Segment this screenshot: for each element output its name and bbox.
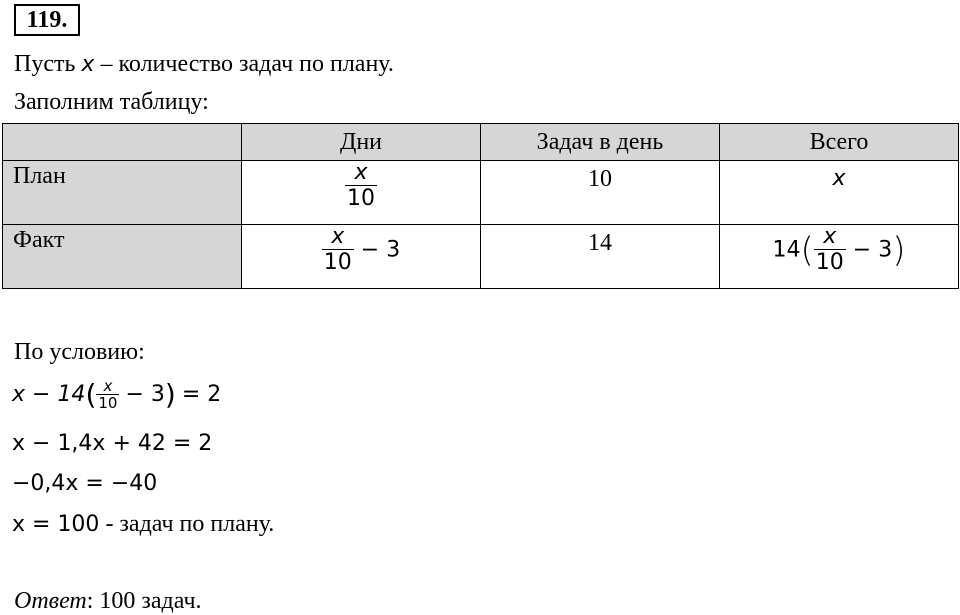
plan-per-day: 10: [481, 161, 720, 225]
eq1-tail: − 3: [125, 381, 165, 407]
fact-total-fraction: [814, 225, 846, 276]
row-label-plan: План: [3, 161, 242, 225]
plan-days-cell: [242, 161, 481, 225]
fill-table-text: Заполним таблицу:: [14, 89, 209, 115]
answer-label: Ответ: [14, 588, 87, 614]
header-empty: [3, 124, 242, 161]
table-header-row: [3, 124, 959, 161]
fact-days-num: x: [331, 224, 345, 249]
eq4-text: - задач по плану.: [99, 511, 275, 537]
fact-total-coef: 14: [772, 237, 801, 263]
eq1-fraction: [96, 378, 119, 411]
fact-per-day: 14: [481, 225, 720, 289]
intro-let-line: [14, 50, 394, 79]
plan-days-fraction: [345, 161, 377, 212]
fact-days-den: 10: [323, 250, 352, 275]
eq1-num: x: [103, 376, 113, 395]
fact-days-fraction: [322, 225, 354, 276]
answer-line: [14, 587, 202, 615]
equation-4: [12, 510, 274, 541]
condition-text: По условию:: [14, 339, 145, 365]
plan-days-num: x: [354, 160, 368, 185]
eq1-rhs: = 2: [181, 381, 222, 407]
equation-1: x − 14 ( $\frac{x}{10}$ − 3 ) = 2: [12, 376, 222, 412]
plan-total: x: [720, 161, 959, 225]
fact-total-num: x: [823, 224, 837, 249]
fact-total-den: 10: [815, 250, 844, 275]
plan-days-den: 10: [347, 186, 375, 211]
intro-let-prefix: Пусть: [14, 51, 76, 77]
header-total: Всего: [720, 124, 959, 161]
table-row: [3, 161, 959, 225]
fact-total-tail: − 3: [852, 237, 893, 263]
fact-days-tail: − 3: [360, 237, 401, 263]
solution-table: [2, 123, 959, 289]
equation-3: −0,4x = −40: [12, 471, 158, 496]
eq1-den: 10: [98, 393, 118, 412]
eq1-lhs: x − 14: [12, 381, 86, 407]
problem-number: 119.: [14, 4, 80, 36]
eq4-math: x = 100: [12, 512, 100, 537]
intro-let-suffix: – количество задач по плану.: [100, 51, 394, 77]
header-per-day: Задач в день: [481, 124, 720, 161]
equation-2: x − 1,4x + 42 = 2: [12, 431, 213, 456]
row-label-fact: Факт: [3, 225, 242, 289]
fact-days-cell: [242, 225, 481, 289]
table-row: [3, 225, 959, 289]
answer-text: : 100 задач.: [86, 588, 202, 614]
header-days: Дни: [242, 124, 481, 161]
intro-let-var: x: [81, 52, 95, 77]
fact-total-cell: 14( $\frac{x}{10}$ − 3): [720, 225, 959, 289]
